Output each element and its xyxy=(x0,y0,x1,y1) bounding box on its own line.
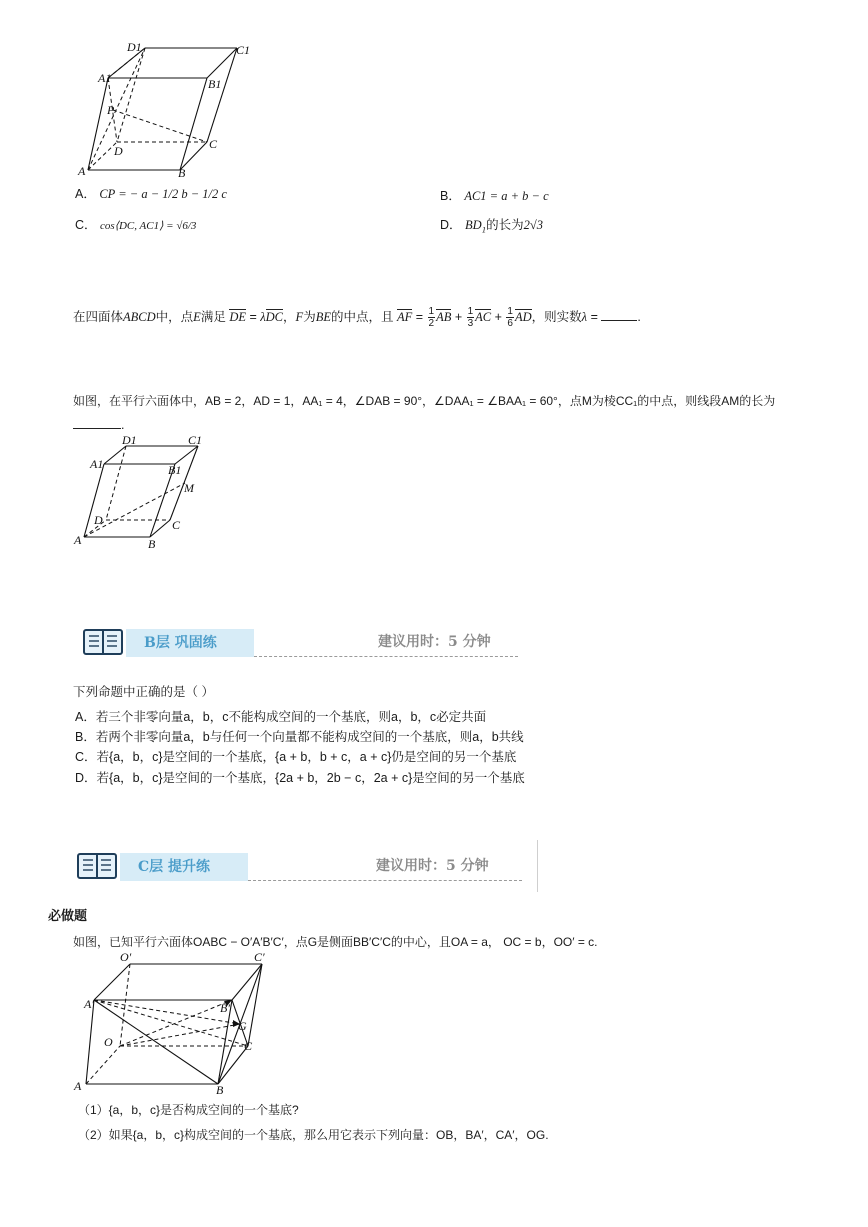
figure-parallelepiped-p xyxy=(70,38,260,178)
q1-option-a[interactable]: A． CP = − a − 1/2 b − 1/2 c xyxy=(75,187,227,201)
q5-sub1: （1）{a，b，c}是否构成空间的一个基底? xyxy=(78,1103,299,1117)
banner-c-title: C层 提升练 xyxy=(120,853,248,881)
figure-parallelepiped-m xyxy=(70,432,210,552)
fig2-label-d: D xyxy=(94,513,103,527)
fig2-label-a: A xyxy=(74,533,82,547)
fig1-label-d1: D1 xyxy=(127,40,142,54)
fig1-label-a: A xyxy=(78,164,86,178)
q4-option-c[interactable]: C．若{a，b，c}是空间的一个基底，{a + b，b + c，a + c}仍是空间的另一个基底 xyxy=(75,750,517,764)
banner-c-time: 建议用时：5 分钟 xyxy=(376,858,489,874)
q4-option-d[interactable]: D．若{a，b，c}是空间的一个基底，{2a + b，2b − c，2a + c}是空间的另一个基底 xyxy=(75,771,525,785)
banner-b-time: 建议用时：5 分钟 xyxy=(378,634,491,650)
q1-option-b[interactable]: B． AC1 = a + b − c xyxy=(440,189,549,203)
fig3-label-g: G xyxy=(238,1019,247,1033)
fig2-label-c1: C1 xyxy=(188,433,203,447)
banner-c-divider xyxy=(248,880,522,881)
fig2-label-m: M xyxy=(184,481,194,495)
q4-option-a[interactable]: A．若三个非零向量a，b，c不能构成空间的一个基底，则a，b，c必定共面 xyxy=(75,710,487,724)
q1-option-c-text: cos⟨DC, AC1⟩ = √6/3 xyxy=(100,220,197,232)
fig2-label-b: B xyxy=(148,537,156,551)
q4-stem: 下列命题中正确的是（ ） xyxy=(73,685,214,699)
fig3-label-b-prime: B′ xyxy=(220,1001,230,1015)
fig1-label-p: P xyxy=(107,103,115,117)
fig3-label-o-prime: O′ xyxy=(120,950,132,964)
banner-c-separator xyxy=(537,840,538,892)
fig2-label-b1: B1 xyxy=(168,463,182,477)
q3-answer-line: . xyxy=(73,418,124,432)
figure-parallelepiped-g xyxy=(72,948,272,1098)
banner-b-title: B层 巩固练 xyxy=(126,629,254,657)
banner-b-layer xyxy=(82,626,522,660)
fig1-label-d: D xyxy=(114,144,123,158)
fig3-label-b: B xyxy=(216,1083,224,1097)
fig2-label-d1: D1 xyxy=(122,433,137,447)
q1-option-c[interactable]: C． cos⟨DC, AC1⟩ = √6/3 xyxy=(75,218,197,232)
q5-sub2: （2）如果{a，b，c}构成空间的一个基底，那么用它表示下列向量：OB，BA′，CA′，OG. xyxy=(78,1128,549,1142)
q3-text: 如图，在平行六面体中，AB = 2，AD = 1，AA₁ = 4，∠DAB = 90°，∠DAA₁ = ∠BAA₁ = 60°，点M为棱CC₁的中点，则线段AM的长为 xyxy=(73,394,776,408)
q2-text: 在四面体ABCD中，点E满足 DE = λDC，F为BE的中点，且 AF = $\frac{1}{2}$ AB + $\frac{1}{3}$ AC + $\frac{1}{6}$ AD，则实数λ = . xyxy=(73,306,641,329)
fig3-label-o: O xyxy=(104,1035,113,1049)
banner-b-divider xyxy=(254,656,518,657)
q2-answer-blank[interactable] xyxy=(601,310,637,321)
fig1-label-c1: C1 xyxy=(236,43,251,57)
book-icon xyxy=(76,850,120,882)
fig3-label-a: A xyxy=(74,1079,82,1093)
q5-stem: 如图，已知平行六面体OABC − O′A′B′C′，点G是侧面BB′C′C的中心，且OA = a， OC = b，OO′ = c. xyxy=(73,935,598,949)
fig2-label-a1: A1 xyxy=(90,457,104,471)
must-do-heading: 必做题 xyxy=(48,908,88,923)
fig3-label-a-prime: A′ xyxy=(84,997,94,1011)
q4-option-b[interactable]: B．若两个非零向量a，b与任何一个向量都不能构成空间的一个基底，则a，b共线 xyxy=(75,730,524,744)
fig3-label-c: C xyxy=(244,1039,253,1053)
fig1-label-c: C xyxy=(209,137,218,151)
fig1-label-a1: A1 xyxy=(98,71,112,85)
fig1-label-b1: B1 xyxy=(208,77,222,91)
book-icon xyxy=(82,626,126,658)
q3-answer-blank[interactable] xyxy=(73,418,121,429)
q1-option-a-text: CP = − a − 1/2 b − 1/2 c xyxy=(99,187,227,201)
q1-option-d[interactable]: D． $BD_1$的长为2√3 xyxy=(440,218,543,235)
fig3-label-c-prime: C′ xyxy=(254,950,265,964)
banner-c-layer xyxy=(76,850,546,884)
fig1-label-b: B xyxy=(178,166,186,178)
q1-option-b-text: AC1 = a + b − c xyxy=(464,189,549,203)
fig2-label-c: C xyxy=(172,518,181,532)
